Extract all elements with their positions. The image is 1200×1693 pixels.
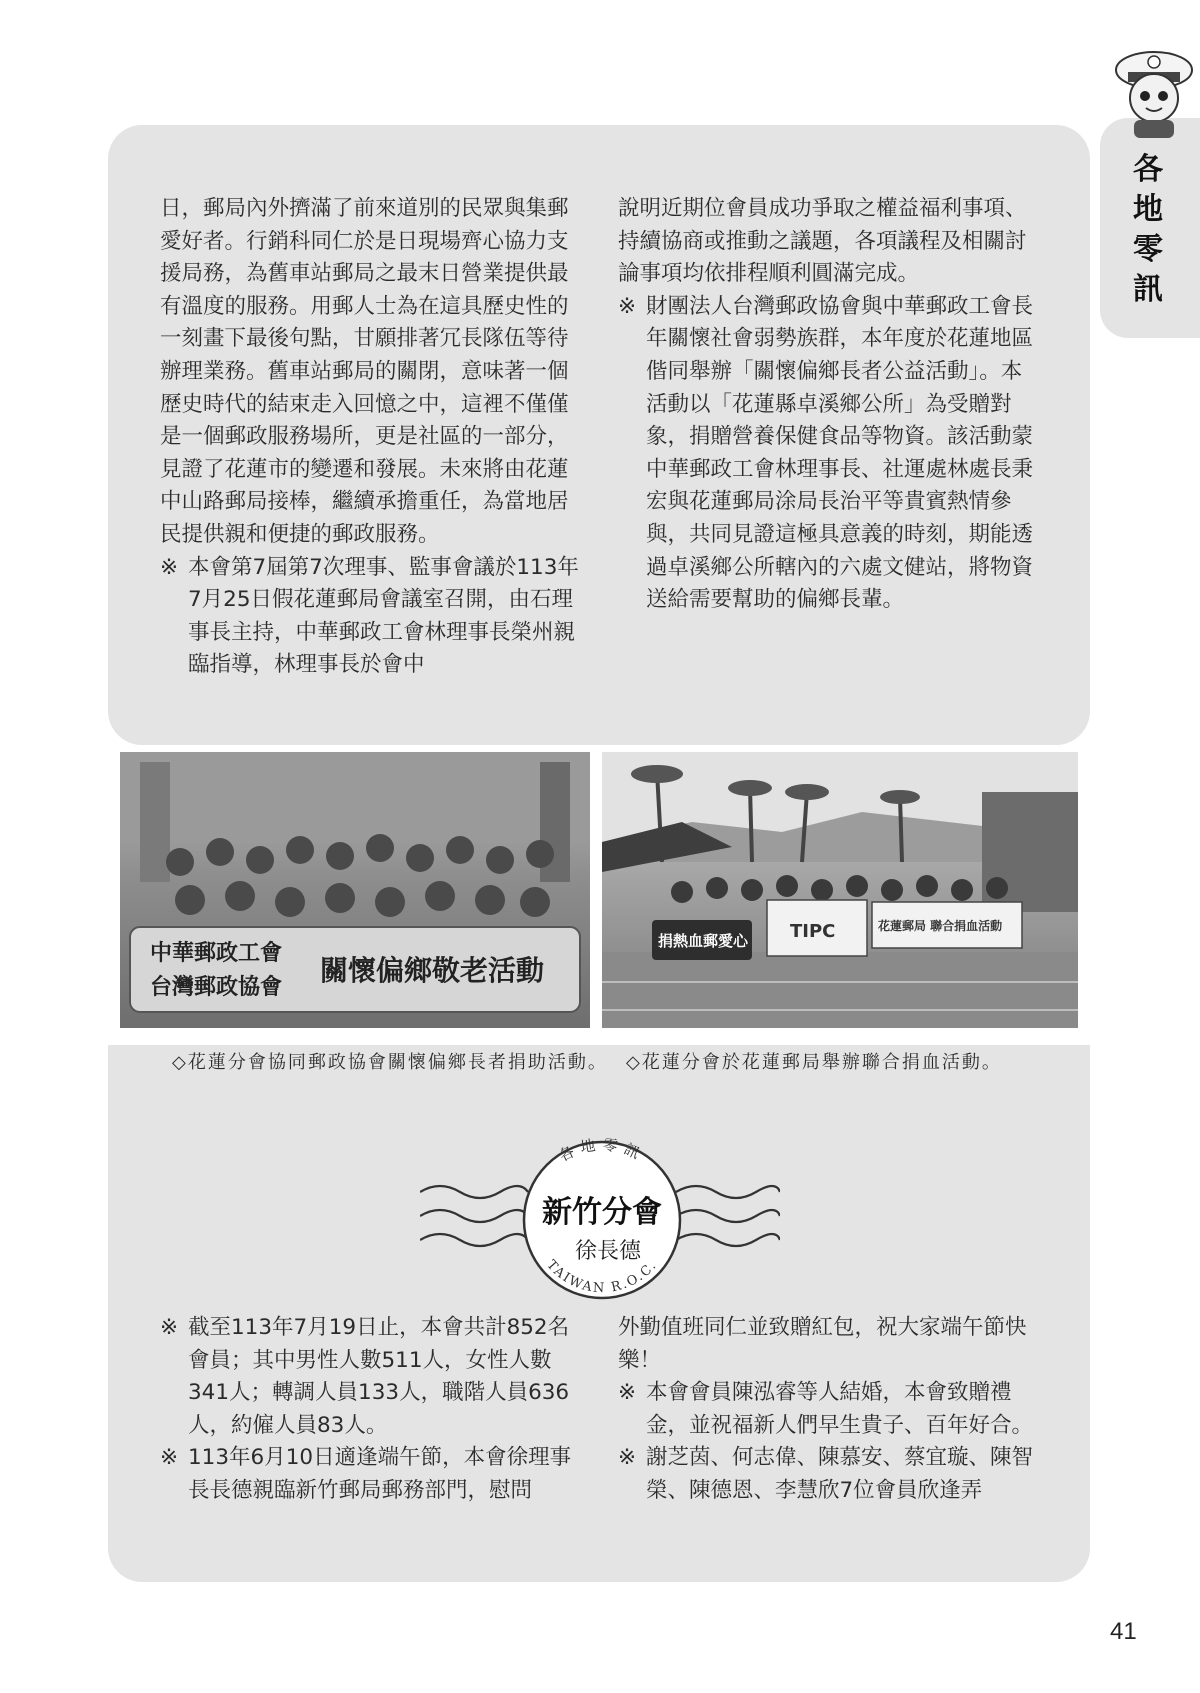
stamp-arc-bottom: TAIWAN R.O.C. (543, 1257, 661, 1297)
banner-line1: 中華郵政工會 (150, 940, 283, 966)
note-paragraph: ※ 113年6月10日適逢端午節，本會徐理事長長德親臨新竹郵局郵務部門，慰問 (160, 1445, 572, 1503)
mascot-illustration (1108, 40, 1200, 140)
bottom-right-column (618, 1312, 1038, 1508)
stamp-arc-top: 各地零訊 (555, 1135, 649, 1166)
note-paragraph: ※ 謝芝茵、何志偉、陳慕安、蔡宜璇、陳智榮、陳德恩、李慧欣7位會員欣逢弄 (618, 1445, 1034, 1503)
banner-left: 捐熱血郵愛心 (658, 932, 749, 950)
stamp-author: 徐長德 (574, 1239, 642, 1264)
photo-elderly-care-event (120, 752, 590, 1028)
banner-line2: 台灣郵政協會 (150, 974, 283, 1000)
photo-blood-donation-event (602, 752, 1078, 1028)
caption-left: ◇花蓮分會協同郵政協會關懷偏鄉長者捐助活動。 (172, 1052, 608, 1073)
paragraph: 外勤值班同仁並致贈紅包，祝大家端午節快樂！ (618, 1315, 1027, 1373)
note-paragraph: ※ 截至113年7月19日止，本會共計852名會員；其中男性人數511人，女性人數341人；轉調人員133人，職階人員636人，約僱人員83人。 (160, 1315, 570, 1438)
caption-right: ◇花蓮分會於花蓮郵局舉辦聯合捐血活動。 (626, 1052, 1002, 1073)
paragraph: 說明近期位會員成功爭取之權益福利事項、持續協商或推動之議題，各項議程及相關討論事項均依排程順利圓滿完成。 (618, 196, 1027, 287)
paragraph: 日，郵局內外擠滿了前來道別的民眾與集郵愛好者。行銷科同仁於是日現場齊心協力支援局務，為舊車站郵局之最末日營業提供最有溫度的服務。用郵人士為在這具歷史性的一刻畫下最後句點，甘願排著冗長隊伍等待辦理業務。舊車站郵局的關閉，意味著一個歷史時代的結束走入回憶之中，這裡不僅僅是一個郵政服務場所，更是社區的一部分，見證了花蓮市的變遷和發展。未來將由花蓮中山路郵局接棒，繼續承擔重任，為當地居民提供親和便捷的郵政服務。 (160, 196, 569, 547)
note-paragraph: ※ 本會第7屆第7次理事、監事會議於113年7月25日假花蓮郵局會議室召開，由石理事長主持，中華郵政工會林理事長榮州親臨指導，林理事長於會中 (160, 554, 579, 678)
page-number: 41 (1110, 1618, 1137, 1645)
top-left-column (160, 193, 580, 682)
note-paragraph: ※ 財團法人台灣郵政協會與中華郵政工會長年關懷社會弱勢族群，本年度於花蓮地區偕同舉辦「關懷偏鄉長者公益活動」。本活動以「花蓮縣卓溪鄉公所」為受贈對象，捐贈營養保健食品等物資。該活動蒙中華郵政工會林理事長、社運處林處長秉宏與花蓮郵局涂局長治平等貴賓熱情參與，共同見證這極具意義的時刻，期能透過卓溪鄉公所轄內的六處文健站，將物資送給需要幫助的偏鄉長輩。 (618, 293, 1034, 613)
banner-main: 關懷偏鄉敬老活動 (320, 954, 545, 987)
section-tab-title: 各地零訊 (1133, 152, 1163, 307)
stamp-branch: 新竹分會 (542, 1195, 662, 1230)
banner-right: 花蓮郵局 聯合捐血活動 (878, 919, 1003, 933)
top-right-column (618, 193, 1038, 617)
banner-logo: TIPC (790, 921, 836, 942)
bottom-left-column (160, 1312, 580, 1508)
note-paragraph: ※ 本會會員陳泓睿等人結婚，本會致贈禮金，並祝福新人們早生貴子、百年好合。 (618, 1380, 1034, 1438)
postmark-stamp (420, 1130, 780, 1300)
